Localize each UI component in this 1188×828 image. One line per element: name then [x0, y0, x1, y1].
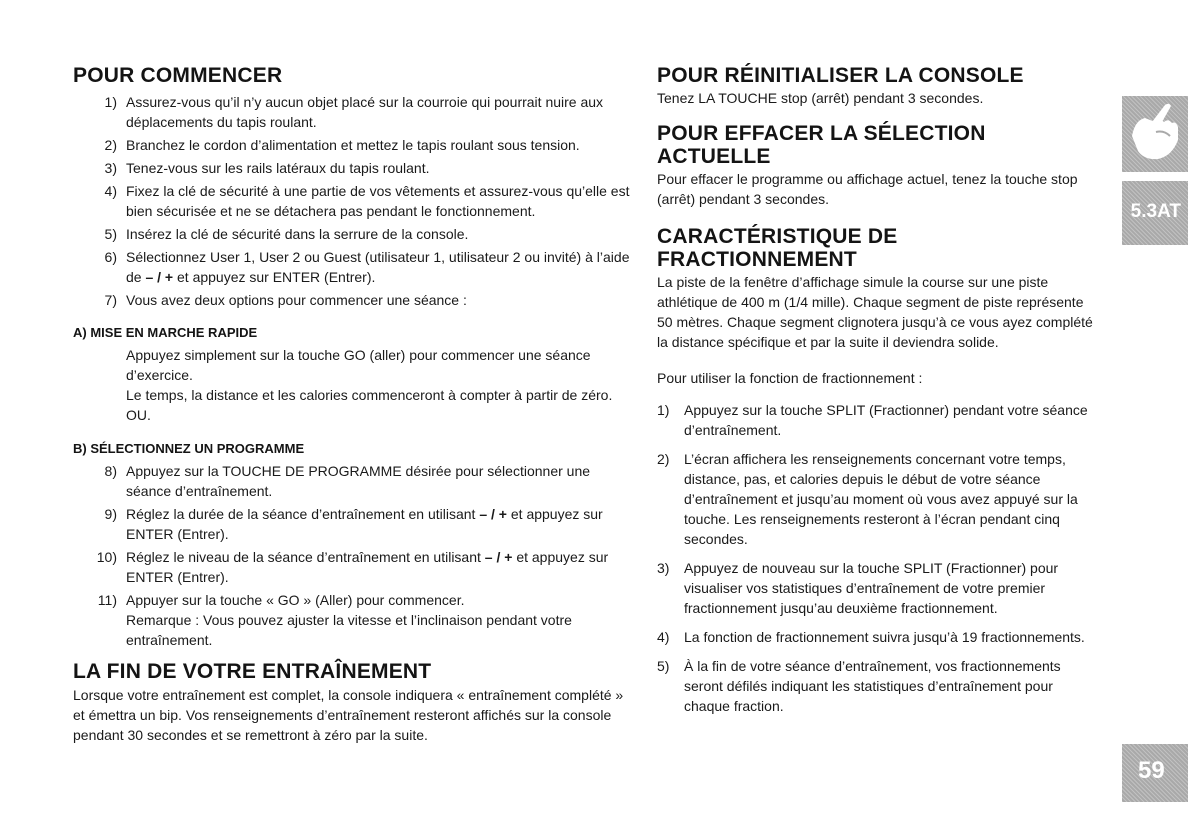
right-column: [657, 64, 1097, 725]
list-item: 5) À la fin de votre séance d’entraînement, vos fractionnements seront défilés indiquant les statistiques d’entraînement pour chaque fraction.: [657, 658, 1061, 714]
quick-start-text: Le temps, la distance et les calories commenceront à compter à partir de zéro. OU.: [126, 387, 613, 423]
section-heading-end: LA FIN DE VOTRE ENTRAÎNEMENT: [73, 660, 432, 683]
list-item: 2) L’écran affichera les renseignements concernant votre temps, distance, pas, et calories depuis le début de votre séance d’entraînement et jusqu’au moment où vous avez appuyé sur la touche. Les renseignements resteront à l’écran pendant cinq secondes.: [657, 451, 1078, 547]
subheading-quick-start: A) MISE EN MARCHE RAPIDE: [73, 325, 258, 340]
hand-pointer-icon: [1122, 96, 1188, 172]
program-steps-list: [73, 461, 633, 650]
list-item: 8) Appuyez sur la TOUCHE DE PROGRAMME désirée pour sélectionner une séance d’entraînement.: [104, 463, 591, 499]
split-intro: Pour utiliser la fonction de fractionnement :: [657, 370, 923, 386]
quick-start-text: Appuyez simplement sur la touche GO (aller) pour commencer une séance d’exercice.: [126, 347, 591, 383]
list-item: 11) Appuyer sur la touche « GO » (Aller) pour commencer. Remarque : Vous pouvez ajuster la vitesse et l’inclinaison pendant votre entraînement.: [97, 592, 572, 648]
page-number: 59: [1138, 757, 1165, 784]
list-item: 10) Réglez le niveau de la séance d’entraînement en utilisant – / + et appuyez sur ENTER (Entrer).: [96, 549, 609, 585]
section-heading-start: POUR COMMENCER: [73, 64, 283, 87]
clear-text: Pour effacer le programme ou affichage actuel, tenez la touche stop (arrêt) pendant 3 secondes.: [657, 171, 1078, 207]
quick-start-block: [73, 345, 633, 425]
list-item: 4) La fonction de fractionnement suivra jusqu’à 19 fractionnements.: [657, 629, 1085, 645]
list-item: 9) Réglez la durée de la séance d’entraînement en utilisant – / + et appuyez sur ENTER (Entrer).: [104, 506, 603, 542]
split-steps-list: [657, 400, 1097, 716]
list-item: 4) Fixez la clé de sécurité à une partie de vos vêtements et assurez-vous qu’elle est bien sécurisée et ne se détachera pas pendant le fonctionnement.: [104, 183, 630, 219]
model-label: 5.3AT: [1130, 201, 1181, 222]
subheading-select-program: B) SÉLECTIONNEZ UN PROGRAMME: [73, 441, 305, 456]
end-text: Lorsque votre entraînement est complet, la console indiquera « entraînement complété » et émettra un bip. Vos renseignements d’entraînement resteront affichés sur la console pendant 30 secondes et se remettront à zéro par la suite.: [73, 687, 624, 743]
list-item: 5) Insérez la clé de sécurité dans la serrure de la console.: [104, 226, 469, 242]
page-number-tab: [1122, 744, 1188, 802]
list-item: 2) Branchez le cordon d’alimentation et mettez le tapis roulant sous tension.: [104, 137, 580, 153]
list-item: 6) Sélectionnez User 1, User 2 ou Guest (utilisateur 1, utilisateur 2 ou invité) à l’aide de – / + et appuyez sur ENTER (Entrer).: [104, 249, 630, 285]
split-text: La piste de la fenêtre d’affichage simule la course sur une piste athlétique de 400 m (1/4 mille). Chaque segment de piste représente 50 mètres. Chaque segment clignotera jusqu’à ce vous ayez complété la distance spécifique et par la suite il deviendra solide.: [657, 274, 1093, 350]
list-item: 1) Appuyez sur la touche SPLIT (Fractionner) pendant votre séance d’entraînement.: [657, 402, 1088, 438]
list-item: 3) Appuyez de nouveau sur la touche SPLIT (Fractionner) pour visualiser vos statistiques d’entraînement de votre premier fractionnement jusqu’au deuxième fractionnement.: [657, 560, 1059, 616]
list-item: 7) Vous avez deux options pour commencer une séance :: [104, 292, 467, 308]
section-heading-reset: POUR RÉINITIALISER LA CONSOLE: [657, 64, 1024, 87]
model-tab: [1122, 181, 1188, 245]
list-item: 1) Assurez-vous qu’il n’y aucun objet placé sur la courroie qui pourrait nuire aux déplacements du tapis roulant.: [104, 94, 604, 130]
left-column: [73, 64, 633, 745]
start-steps-list: [73, 92, 633, 310]
list-item: 3) Tenez-vous sur les rails latéraux du tapis roulant.: [104, 160, 430, 176]
hand-pointer-tab: [1122, 96, 1188, 172]
section-heading-split: CARACTÉRISTIQUE DE FRACTIONNEMENT: [657, 225, 898, 271]
section-heading-clear: POUR EFFACER LA SÉLECTION ACTUELLE: [657, 122, 986, 168]
reset-text: Tenez LA TOUCHE stop (arrêt) pendant 3 secondes.: [657, 90, 984, 106]
